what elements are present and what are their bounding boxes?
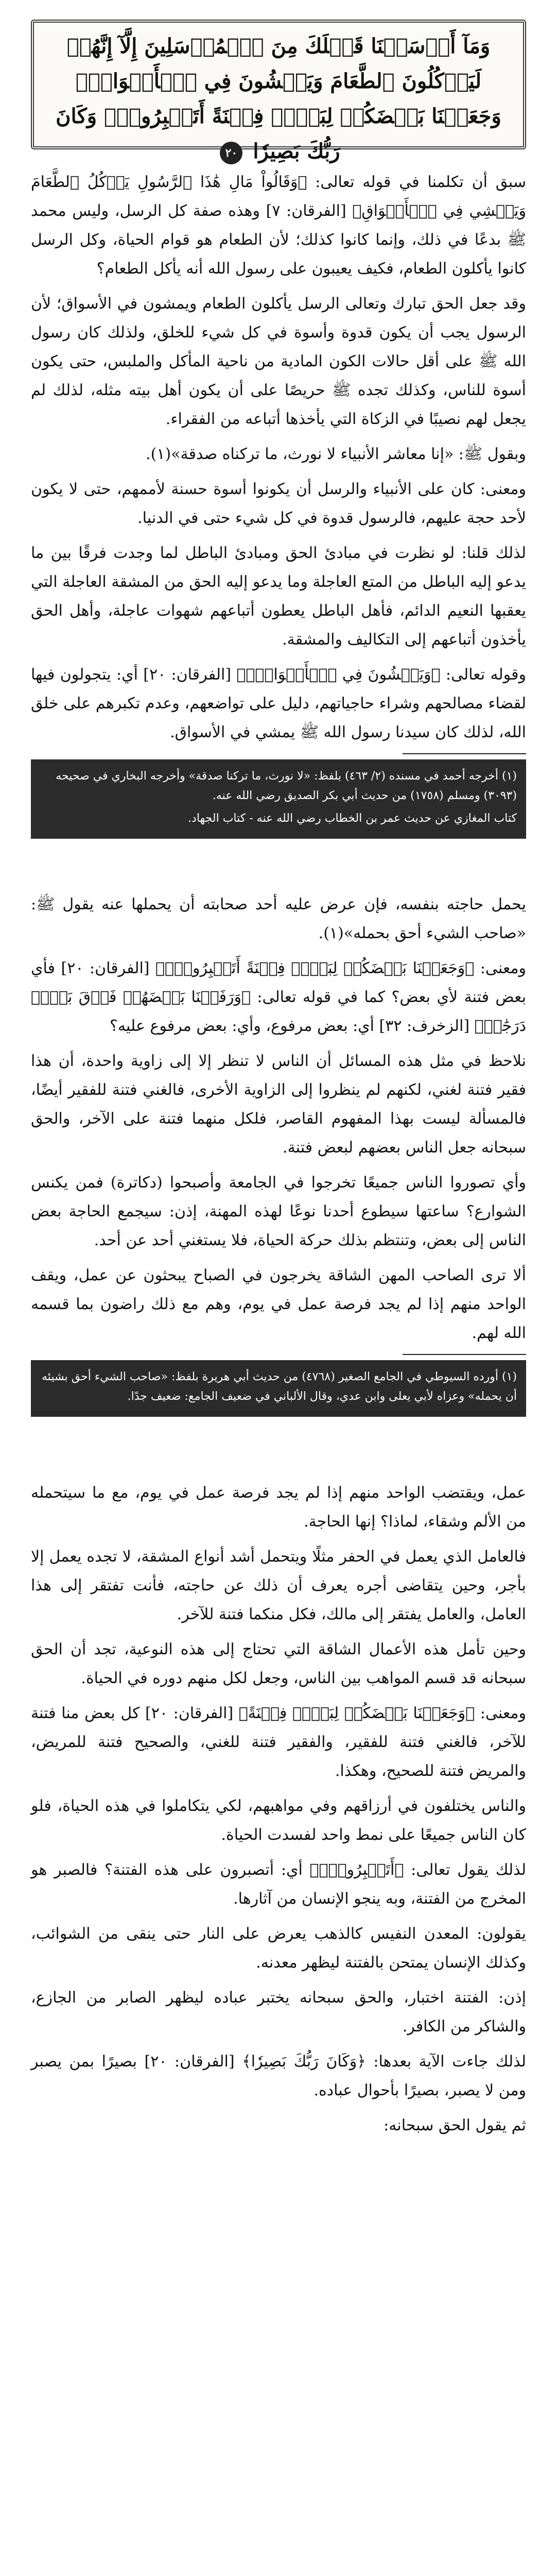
paragraph: سبق أن تكلمنا في قوله تعالى: ﴿وَقَالُواْ مَالِ هَٰذَا ٱلرَّسُولِ يَأۡكُلُ ٱلطَّعَامَ وَيَمۡشِي فِي ٱلۡأَسۡوَاقِ﴾ [الفرقان: ٧] وهذه صفة كل الرسل، وليس محمد ﷺ بدعًا في ذلك، وإنما كانوا كذلك؛ لأن الطعام هو قوام الحياة، وكل الرسل كانوا يأكلون الطعام، فكيف يعيبون على رسول الله أنه يأكل الطعام؟	[31, 173, 526, 278]
paragraph: إذن: الفتنة اختبار، والحق سبحانه يختبر عباده ليظهر الصابر من الجازع، والشاكر من الكافر.	[31, 1989, 526, 2036]
footnote: (١) أخرجه أحمد في مسنده (٢/ ٤٦٣) بلفظ: «لا نورث، ما تركنا صدقة» وأخرجه البخاري في صحيحه (٣٠٩٣) ومسلم (١٧٥٨) من حديث أبي بكر الصديق رضي الله عنه.	[56, 770, 517, 802]
section-2	[31, 890, 526, 1348]
paragraph: وحين تأمل هذه الأعمال الشاقة التي تحتاج إلى هذه النوعية، تجد أن الحق سبحانه قد قسم المواهب بين الناس، وجعل لكل منهم دوره في الحياة.	[31, 1640, 526, 1687]
paragraph: وقد جعل الحق تبارك وتعالى الرسل يأكلون الطعام ويمشون في الأسواق؛ لأن الرسول يجب أن يكون قدوة وأسوة في كل شيء للخلق، ولذلك كان رسول الله ﷺ على أقل حالات الكون المادية من ناحية المأكل والملبس، حتى يكون أسوة للناس، وكذلك تجده ﷺ حريصًا على أن يكون أهل بيته مثله، لذلك لم يجعل لهم نصيبًا في الزكاة التي يأخذها أتباعه من الفقراء.	[31, 295, 526, 428]
page	[0, 20, 557, 2576]
verse-top-text: وَمَآ أَرۡسَلۡنَا قَبۡلَكَ مِنَ ٱلۡمُرۡسَلِينَ إِلَّآ إِنَّهُمۡ لَيَأۡكُلُونَ ٱلطَّعَامَ وَيَمۡشُونَ فِي ٱلۡأَسۡوَاقِۗ وَجَعَلۡنَا بَعۡضَكُمۡ لِبَعۡضٖ فِتۡنَةً أَتَصۡبِرُونَۗ وَكَانَ رَبُّكَ بَصِيرٗا	[56, 34, 501, 163]
footnote-separator	[403, 753, 526, 754]
paragraph: ثم يقول الحق سبحانه:	[384, 2116, 526, 2134]
footnote: كتاب المغازي عن حديث عمر بن الخطاب رضي الله عنه - كتاب الجهاد.	[188, 812, 517, 825]
footnote-box-1	[31, 759, 526, 839]
paragraph: يقولون: المعدن النفيس كالذهب يعرض على النار حتى ينقى من الشوائب، وكذلك الإنسان يمتحن بالفتنة ليظهر معدنه.	[31, 1925, 526, 1972]
footnote-separator	[403, 1354, 526, 1355]
paragraph: وأي تصوروا الناس جميعًا تخرجوا في الجامعة وأصبحوا (دكاترة) فمن يكنس الشوارع؟ ساعتها سيطوع أحدنا نوعًا لهذه المهنة، إذن: سيجمع الحاجة بعض الناس إلى بعض، وتنتظم بذلك حركة الحياة، فلا يستغني أحد عن أحد.	[31, 1174, 526, 1249]
paragraph: والناس يختلفون في أرزاقهم وفي مواهبهم، لكي يتكاملوا في هذه الحياة، فلو كان الناس جميعًا على نمط واحد لفسدت الحياة.	[31, 1797, 526, 1844]
paragraph: وقوله تعالى: ﴿وَيَمۡشُونَ فِي ٱلۡأَسۡوَاقِۗ﴾ [الفرقان: ٢٠] أي: يتجولون فيها لقضاء مصالحهم وشراء حاجياتهم، دليل على تواضعهم، وعدم تكبرهم على خلق الله، لذلك كان سيدنا رسول الله ﷺ يمشي في الأسواق.	[31, 666, 526, 741]
paragraph: ومعنى: ﴿وَجَعَلۡنَا بَعۡضَكُمۡ لِبَعۡضٖ فِتۡنَةً أَتَصۡبِرُونَۗ﴾ [الفرقان: ٢٠] فأي بعض فتنة لأي بعض؟ كما في قوله تعالى: ﴿وَرَفَعۡنَا بَعۡضَهُمۡ فَوۡقَ بَعۡضٖ دَرَجَٰتٖ﴾ [الزخرف: ٣٢] أي: بعض مرفوع، وأي: بعض مرفوع عليه؟	[31, 959, 526, 1035]
section-3	[31, 1479, 526, 2140]
paragraph: لذلك جاءت الآية بعدها: ﴿وَكَانَ رَبُّكَ بَصِيرٗا﴾ [الفرقان: ٢٠] بصيرًا بمن يصبر ومن لا يصبر، بصيرًا بأحوال عباده.	[31, 2053, 527, 2099]
footnote: (١) أورده السيوطي في الجامع الصغير (٤٧٦٨) من حديث أبي هريرة بلفظ: «صاحب الشيء أحق بشيئه أن يحمله» وعزاه لأبي يعلى وابن عدي، وقال الألباني في ضعيف الجامع: ضعيف جدًا.	[41, 1370, 517, 1403]
paragraph: ألا ترى الصاحب المهن الشاقة يخرجون في الصباح يبحثون عن عمل، ويقف الواحد منهم إذا لم يجد فرصة عمل في يوم، وهم مع ذلك راضون بما قسمه الله لهم.	[31, 1266, 526, 1342]
paragraph: عمل، ويقتضب الواحد منهم إذا لم يجد فرصة عمل في يوم، مع ما سيتحمله من الألم وشقاء، لماذا؟ إنها الحاجة.	[31, 1484, 526, 1531]
paragraph: فالعامل الذي يعمل في الحفر مثلًا ويتحمل أشد أنواع المشقة، لا تجده يعمل إلا بأجر، وحين يتقاضى أجره يعرف أن ذلك عن حاجته، فأنت تفتقر إلى هذا العامل، والعامل يفتقر إلى مالك، فكل منكما فتنة للآخر.	[31, 1548, 526, 1623]
section-1	[31, 168, 526, 747]
paragraph: ومعنى: ﴿وَجَعَلۡنَا بَعۡضَكُمۡ لِبَعۡضٖ فِتۡنَةً﴾ [الفرقان: ٢٠] كل بعض منا فتنة للآخر، فالغني فتنة للفقير، والفقير فتنة للغني، والصحيح فتنة للمريض، والمريض فتنة للصحيح، وهكذا.	[31, 1704, 526, 1780]
paragraph: نلاحظ في مثل هذه المسائل أن الناس لا تنظر إلا إلى زاوية واحدة، أن هذا فقير فتنة لغني، لكنهم لم ينظروا إلى الزاوية الأخرى، فالغني فتنة للفقير أيضًا، فالمسألة ليست بهذا المفهوم القاصر، فلكل منهما فتنة على الآخر، والحق سبحانه جعل الناس بعضهم لبعض فتنة.	[31, 1052, 526, 1157]
paragraph: ومعنى: كان على الأنبياء والرسل أن يكونوا أسوة حسنة لأممهم، حتى لا يكون لأحد حجة عليهم، فالرسول قدوة في كل شيء حتى في الدنيا.	[31, 480, 526, 527]
verse-text-top	[41, 29, 516, 169]
footnote-box-2	[31, 1360, 526, 1417]
verse-number-top: ٢٠	[220, 142, 242, 164]
paragraph: لذلك يقول تعالى: ﴿أَتَصۡبِرُونَۗ﴾ أي: أتصبرون على هذه الفتنة؟ فالصبر هو المخرج من الفتنة، وبه ينجو الإنسان من آثارها.	[31, 1861, 526, 1908]
paragraph: يحمل حاجته بنفسه، فإن عرض عليه أحد صحابته أن يحملها عنه يقول ﷺ: «صاحب الشيء أحق بحمله»(١).	[31, 895, 526, 942]
paragraph: لذلك قلنا: لو نظرت في مبادئ الحق ومبادئ الباطل لما وجدت فرقًا بين ما يدعو إليه الباطل من المتع العاجلة وما يدعو إليه الحق من المشقة العاجلة التي يعقبها النعيم الدائم، فأهل الباطل يعطون أتباعهم شهوات عاجلة، وأهل الحق يأخذون أتباعهم إلى التكاليف والمشقة.	[31, 544, 526, 649]
paragraph: وبقول ﷺ: «إنا معاشر الأنبياء لا نورث، ما تركناه صدقة»(١).	[146, 445, 526, 463]
verse-box-top	[31, 20, 526, 163]
